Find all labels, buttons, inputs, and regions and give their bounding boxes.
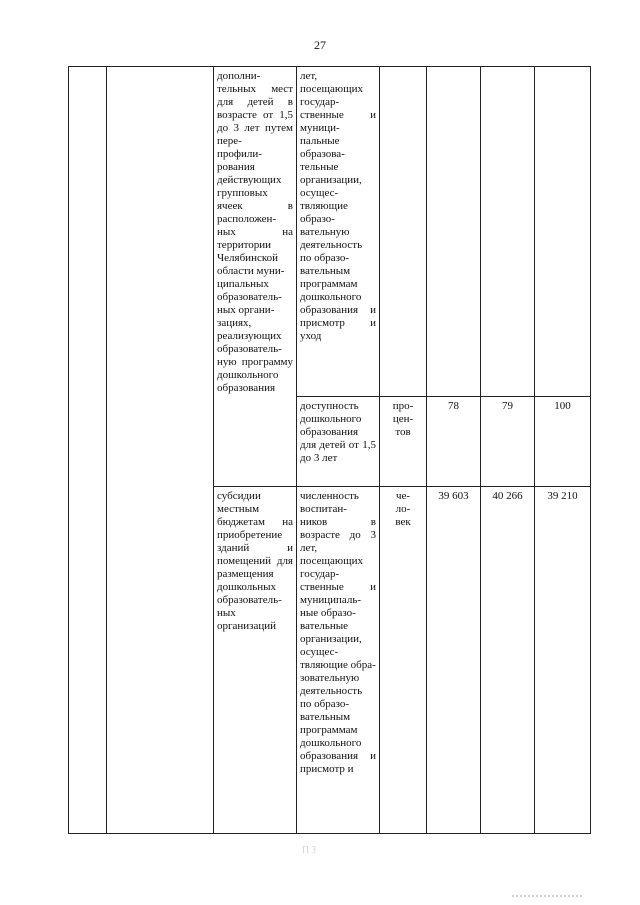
cell-indicator-pupils: численность воспитан- ников в возрасте до 3 лет, посещающих государ- ственные и муниципаль- ные образо- вательные организации, осущес- твляющие обра- зовательную деятельность по образо- вательным программам дошкольного образования и присмотр и: [297, 487, 380, 834]
cell-value-year1: 78: [427, 397, 481, 487]
cell-measure-subsidies: субсидии местным бюджетам на приобретение зданий и помещений для размещения дошкольных образователь- ных организаций: [214, 487, 297, 834]
cell-program-column: [107, 67, 214, 834]
cell-unit-persons: че- ло- век: [380, 487, 427, 834]
scan-edge-mark: [512, 895, 582, 899]
cell-indicator-accessibility: доступность дошкольного образования для детей от 1,5 до 3 лет: [297, 397, 380, 487]
table-row: [69, 67, 591, 397]
page-number: 27: [314, 38, 326, 52]
cell-value-year2: 79: [481, 397, 535, 487]
cell-number-column: [69, 67, 107, 834]
cell-value-year3: 100: [535, 397, 591, 487]
cell-value-empty-1: [427, 67, 481, 397]
cell-measure-additional-places: дополни- тельных мест для детей в возрасте от 1,5 до 3 лет путем пере- профили- рования действующих групповых ячеек в расположен- ных на территории Челябинской области муни- ципальных образователь- ных органи- зациях, реализующих образователь- ную программу дошкольного образования: [214, 67, 297, 487]
cell-unit-percent: про- цен- тов: [380, 397, 427, 487]
cell-value-year2: 40 266: [481, 487, 535, 834]
cell-value-empty-3: [535, 67, 591, 397]
cell-unit-empty: [380, 67, 427, 397]
faint-stamp-mark: ПЗ: [301, 845, 319, 856]
cell-value-year3: 39 210: [535, 487, 591, 834]
cell-indicator-attending: лет, посещающих государ- ственные и муници- пальные образова- тельные организации, осущес- твляющие образо- вательную деятельность по образо- вательным программам дошкольного образования и присмотр и уход: [297, 67, 380, 397]
data-table: [68, 66, 591, 834]
cell-value-year1: 39 603: [427, 487, 481, 834]
cell-value-empty-2: [481, 67, 535, 397]
